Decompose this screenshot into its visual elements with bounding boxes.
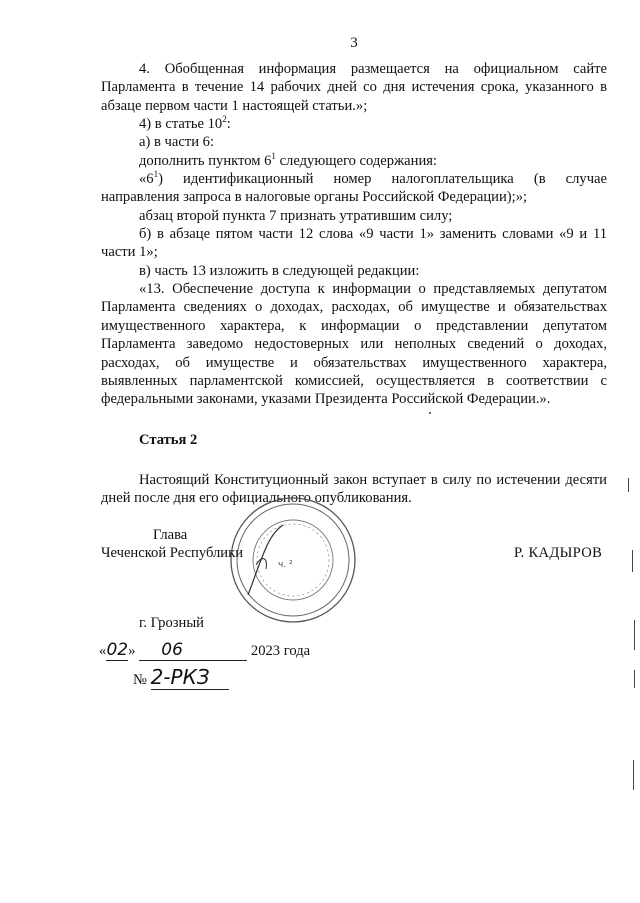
amendment-paragraph: б) в абзаце пятом части 12 слова «9 части 1» заменить словами «9 и 11 части 1»; [101, 226, 607, 261]
amendment-paragraph: абзац второй пункта 7 признать утратившим силу; [139, 207, 453, 224]
number-value: 2-РКЗ [151, 665, 229, 690]
article-text: Настоящий Конституционный закон вступает в силу по истечении десяти дней после дня его официального опубликования. [101, 471, 607, 507]
amendment-paragraph: дополнить пунктом $6^1$ следующего содержания: [139, 150, 438, 169]
amendment-paragraph: в) часть 13 изложить в следующей редакции: [139, 262, 420, 279]
amendment-paragraph: «$6^1$) идентификационный номер налогоплательщика (в случае направления запроса в налоговые органы Российской Федерации);»; [101, 169, 607, 206]
signer-name: Р. КАДЫРОВ [514, 545, 603, 561]
number-prefix: № [133, 672, 147, 688]
official-seal-icon [228, 495, 358, 625]
law-number [133, 665, 229, 690]
signer-title-line2: Чеченской Республики [101, 545, 244, 561]
amendment-paragraph: «13. Обеспечение доступа к информации о представляемых депутатом Парламента сведениях о доходах, расходах, об имуществе и обязательствах имущественного характера, к информации о представлении депутатом Парламента заведомо недостоверных или неполных сведений о доходах, расходах, об имуществе и обязательствах имущественного характера, выявленных парламентской комиссией, осуществляется в соответствии с федеральными законами, указами Президента Российской Федерации.». [101, 281, 607, 408]
scan-edge-mark [632, 550, 633, 572]
svg-text:ч. ²: ч. ² [278, 560, 293, 570]
scan-edge-mark [628, 478, 629, 492]
scan-edge-mark [633, 760, 634, 790]
city: г. Грозный [139, 615, 204, 631]
scan-speck [429, 412, 431, 414]
article-heading: Статья 2 [139, 431, 198, 448]
scan-edge-mark [634, 670, 635, 688]
amendment-paragraph: а) в части 6: [139, 134, 215, 151]
page-number: 3 [350, 35, 358, 51]
date-year: 2023 года [250, 643, 311, 659]
amendment-paragraph: 4. Обобщенная информация размещается на официальном сайте Парламента в течение 14 рабочих дней со дня истечения срока, указанного в абзаце первом части 1 настоящей статьи.»; [101, 61, 607, 114]
scan-edge-mark [634, 620, 635, 650]
date-day: 02 [106, 640, 129, 660]
amendment-paragraph: 4) в статье $10^2$: [139, 114, 231, 133]
signer-title-line1: Глава [153, 527, 188, 543]
date-month: 06 [139, 640, 247, 661]
date-line: «02» 06 2023 года [99, 640, 311, 660]
